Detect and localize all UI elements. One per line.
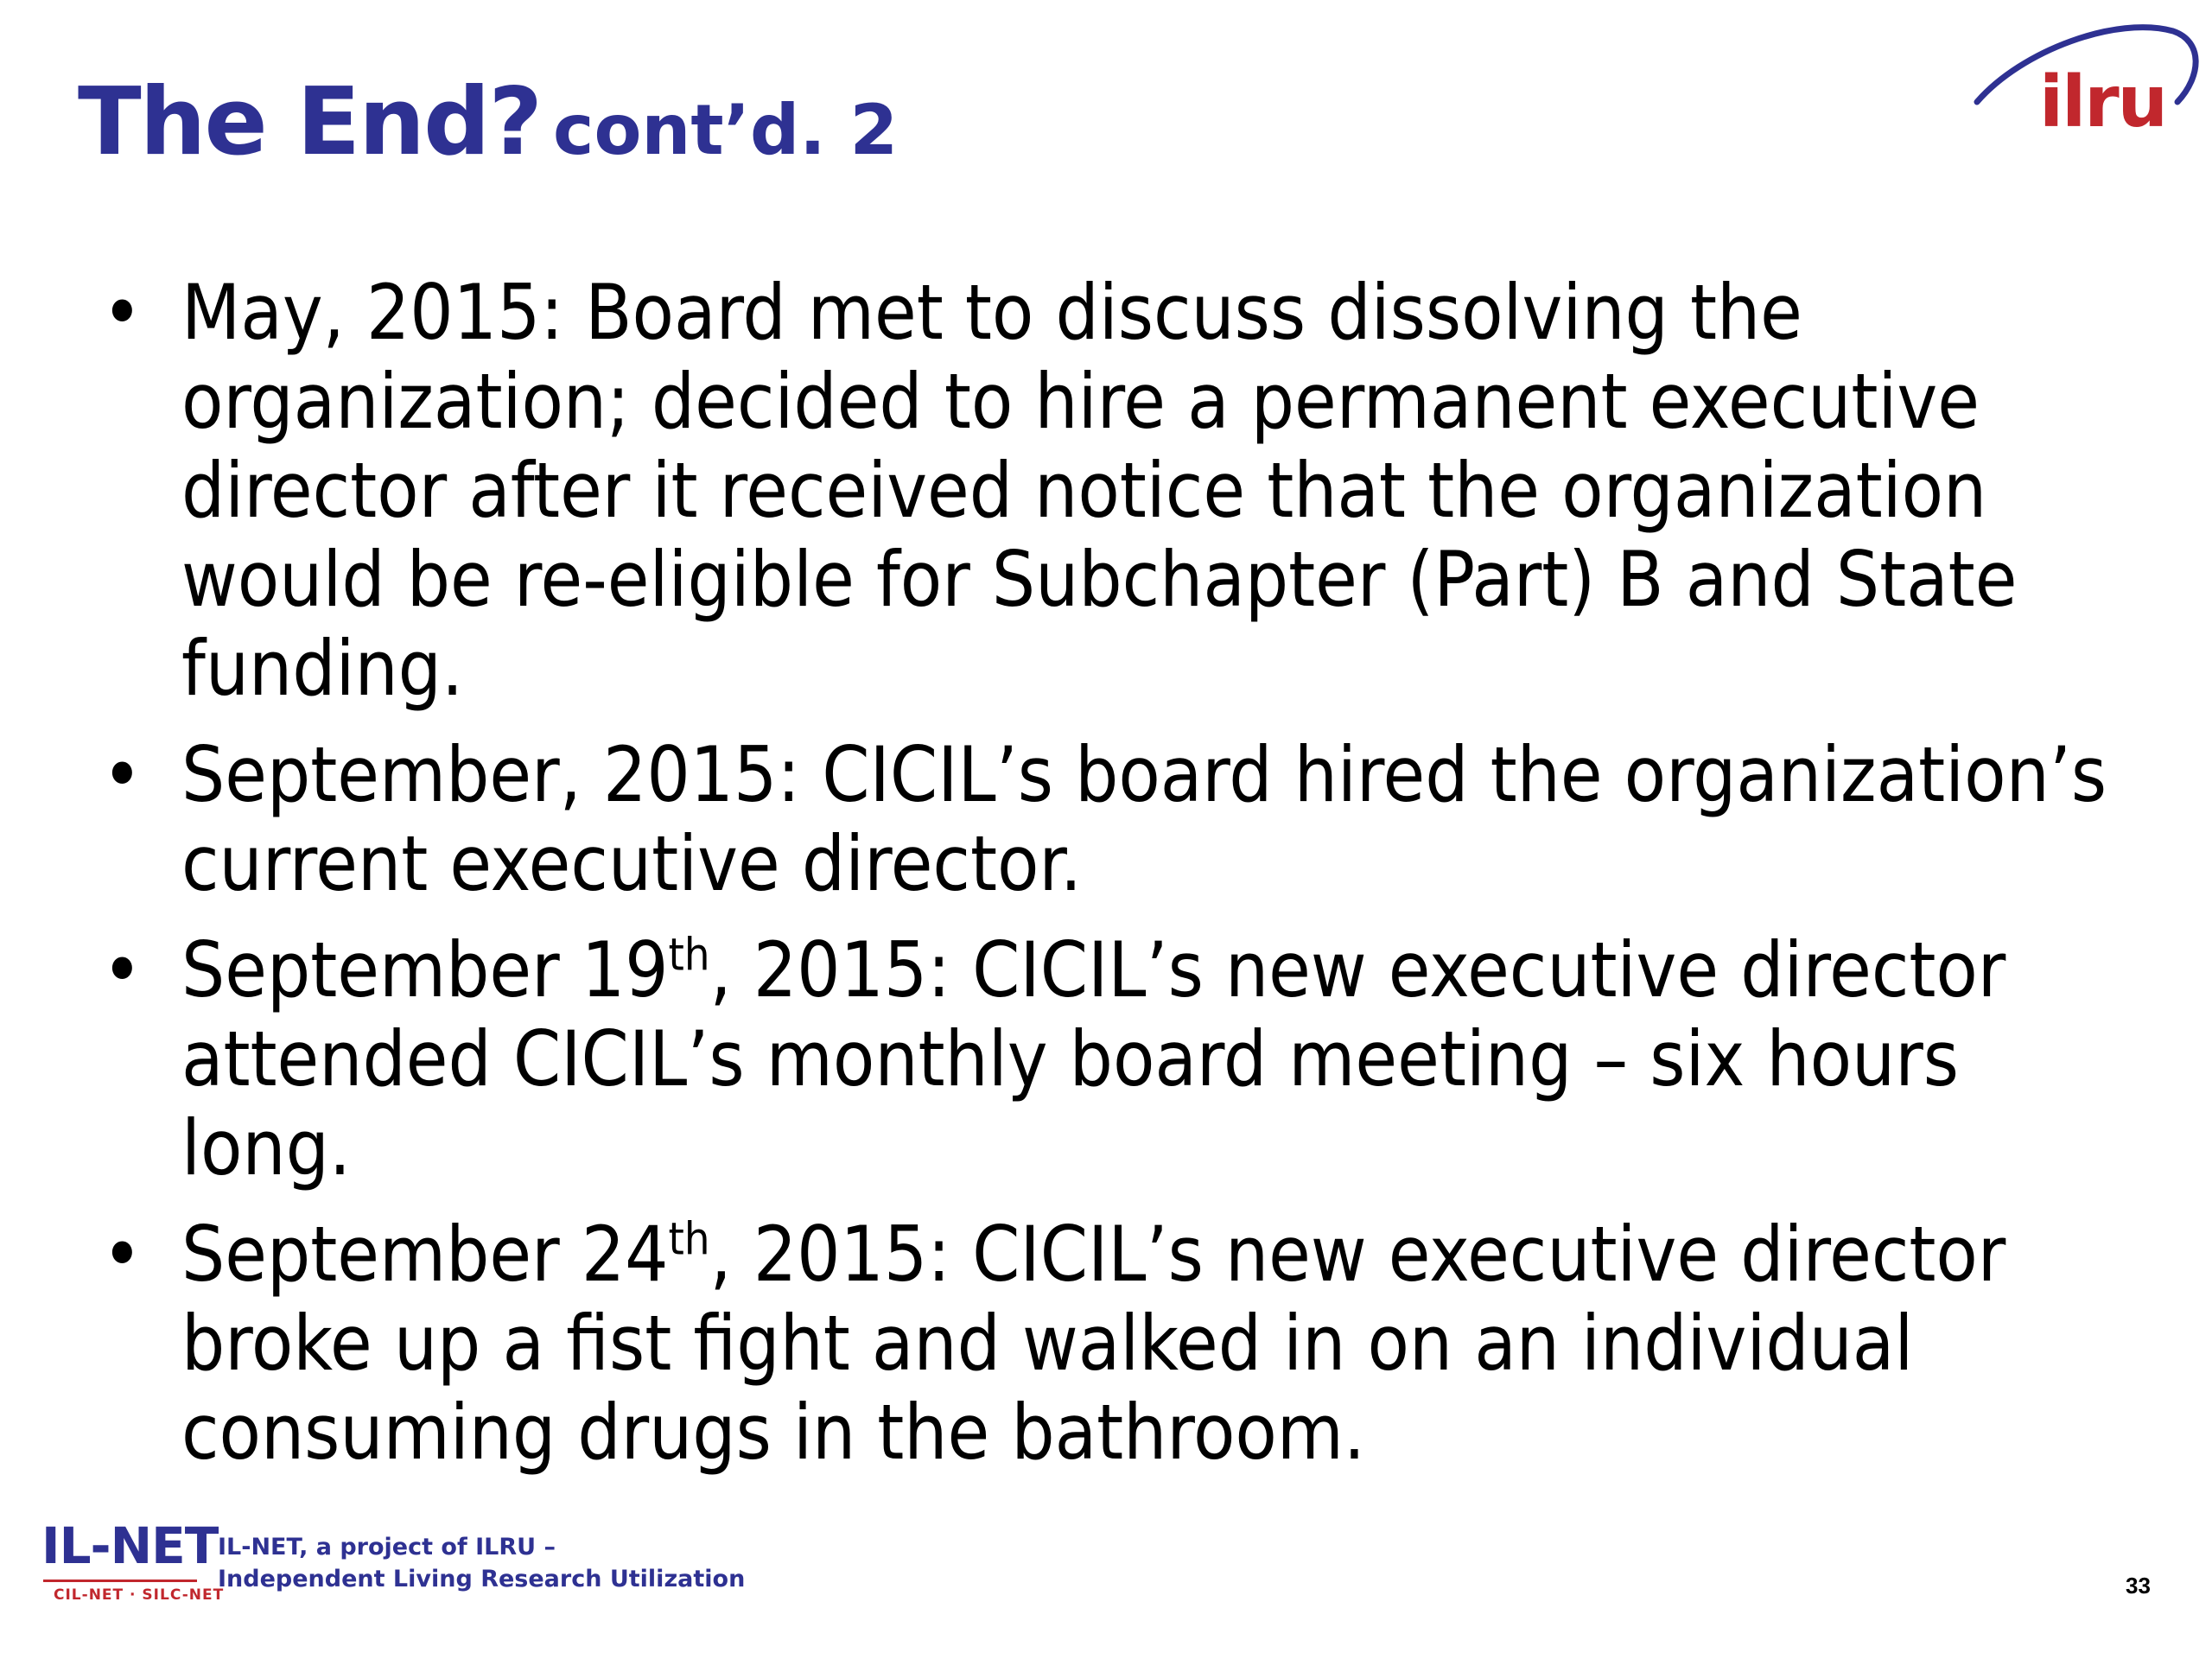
il-net-logo-rule — [43, 1580, 197, 1582]
bullet-text-start: September 19 — [181, 925, 669, 1014]
bullet-text-start: September 24 — [181, 1210, 669, 1299]
bullet-item — [86, 730, 2143, 908]
bullet-text-rest: , 2015: CICIL’s new executive director broke up a fist fight and walked in on an individual consuming drugs in the bathroom. — [181, 1210, 2006, 1477]
bullet-text-superscript: th — [668, 929, 710, 982]
bullet-item — [86, 1210, 2143, 1477]
slide-title-sub: cont’d. 2 — [553, 90, 899, 170]
bullet-dot: • — [102, 925, 143, 1014]
slide-title — [78, 68, 899, 176]
il-net-logo-subtitle: CIL-NET · SILC-NET — [54, 1586, 225, 1604]
bullet-text: September, 2015: CICIL’s board hired the organization’s current executive director. — [181, 730, 2107, 908]
ilru-logo — [1970, 16, 2203, 145]
bullet-item — [86, 925, 2143, 1192]
bullet-text-rest: , 2015: CICIL’s new executive director attended CICIL’s monthly board meeting – six hours long. — [181, 925, 2006, 1192]
footer-line-1: IL-NET, a project of ILRU – — [218, 1534, 556, 1560]
bullet-text: May, 2015: Board met to discuss dissolving the organization; decided to hire a permanent executive director after it received notice that the organization would be re-eligible for Subchapter (Part) B and State funding. — [181, 268, 2018, 713]
bullet-item — [86, 268, 2143, 713]
bullet-dot: • — [102, 1210, 143, 1299]
page-number: 33 — [2126, 1573, 2151, 1599]
footer-line-2: Independent Living Research Utilization — [218, 1566, 746, 1592]
il-net-logo: IL-NET — [41, 1516, 219, 1575]
slide-title-main: The End? — [78, 68, 542, 176]
bullet-text-superscript: th — [668, 1213, 710, 1266]
bullet-dot: • — [102, 730, 143, 819]
bullet-dot: • — [102, 268, 143, 357]
footer-text — [218, 1531, 745, 1595]
ilru-logo-text: ilru — [2039, 61, 2167, 143]
bullet-list — [86, 268, 2143, 1494]
